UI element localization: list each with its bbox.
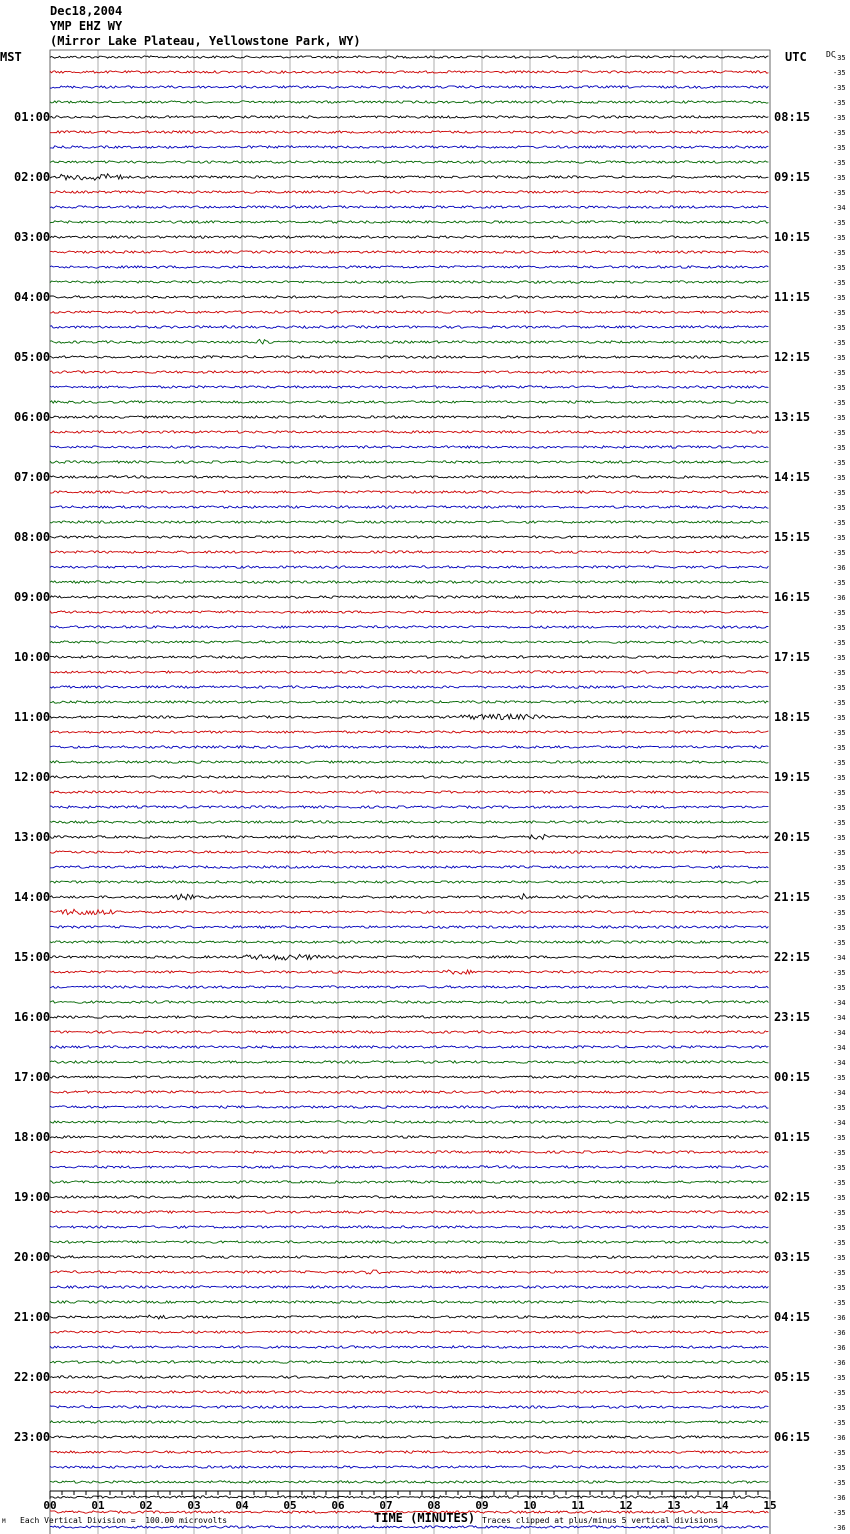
dc-offset-value: -35	[833, 399, 846, 407]
trace-row-19	[50, 339, 768, 344]
utc-hour-label: 06:15	[774, 1430, 811, 1444]
trace-row-2	[50, 86, 768, 88]
trace-row-67	[50, 1061, 768, 1063]
dc-offset-value: -34	[833, 1059, 846, 1067]
corner-mark: M	[2, 1518, 6, 1525]
mst-hour-label: 02:00	[14, 170, 51, 184]
dc-offset-value: -35	[833, 744, 846, 752]
trace-row-78	[50, 1226, 768, 1228]
dc-offset-value: -34	[833, 1014, 846, 1022]
dc-offset-value: -35	[833, 1074, 846, 1082]
dc-offset-value: -35	[833, 1389, 846, 1397]
dc-offset-value: -36	[833, 1524, 846, 1532]
dc-offset-value: -34	[833, 1044, 846, 1052]
dc-offset-value: -35	[833, 969, 846, 977]
x-tick-label: 12	[619, 1499, 633, 1512]
trace-row-45	[50, 731, 768, 733]
dc-offset-value: -35	[833, 339, 846, 347]
mst-hour-label: 13:00	[14, 830, 51, 844]
dc-offset-value: -35	[833, 1134, 846, 1142]
trace-row-3	[50, 101, 768, 103]
dc-offset-value: -35	[833, 354, 846, 362]
trace-row-17	[50, 311, 768, 313]
right-timezone-label: UTC	[785, 50, 807, 64]
trace-row-12	[50, 236, 768, 238]
dc-offset-value: -35	[833, 804, 846, 812]
scale-note: Each Vertical Division = 100.00 microvolts	[20, 1516, 228, 1525]
dc-offset-value: -34	[833, 204, 846, 212]
x-tick-label: 15	[763, 1499, 777, 1512]
x-tick-label: 14	[715, 1499, 729, 1512]
trace-row-46	[50, 746, 768, 748]
trace-row-81	[50, 1270, 768, 1274]
utc-hour-label: 17:15	[774, 650, 811, 664]
trace-row-28	[50, 476, 768, 478]
dc-offset-value: -36	[833, 1314, 846, 1322]
trace-row-68	[50, 1076, 768, 1078]
trace-row-24	[50, 416, 768, 418]
dc-offset-value: -35	[833, 489, 846, 497]
mst-hour-label: 23:00	[14, 1430, 51, 1444]
dc-offset-value: -35	[833, 459, 846, 467]
trace-row-83	[50, 1301, 768, 1303]
trace-row-80	[50, 1256, 768, 1258]
dc-offset-value: -35	[833, 939, 846, 947]
trace-row-55	[50, 881, 768, 883]
mst-hour-label: 15:00	[14, 950, 51, 964]
x-tick-label: 06	[331, 1499, 345, 1512]
dc-offset-value: -34	[833, 999, 846, 1007]
trace-row-6	[50, 146, 768, 148]
dc-offset-value: -35	[833, 114, 846, 122]
dc-offset-value: -34	[833, 1029, 846, 1037]
x-tick-label: 09	[475, 1499, 489, 1512]
dc-offset-value: -35	[833, 609, 846, 617]
dc-offset-header: DC	[826, 50, 836, 59]
dc-offset-value: -35	[833, 99, 846, 107]
trace-row-29	[50, 491, 768, 493]
dc-offset-value: -35	[833, 279, 846, 287]
trace-row-36	[50, 596, 768, 598]
utc-hour-label: 18:15	[774, 710, 811, 724]
dc-offset-value: -35	[833, 654, 846, 662]
utc-hour-label: 16:15	[774, 590, 811, 604]
dc-offset-value: -35	[833, 504, 846, 512]
utc-hour-label: 19:15	[774, 770, 811, 784]
mst-hour-label: 09:00	[14, 590, 51, 604]
trace-row-13	[50, 251, 768, 253]
x-tick-label: 04	[235, 1499, 249, 1512]
dc-offset-value: -35	[833, 69, 846, 77]
mst-hour-label: 12:00	[14, 770, 51, 784]
dc-offset-value: -35	[833, 1449, 846, 1457]
trace-row-91	[50, 1421, 768, 1423]
mst-hour-label: 07:00	[14, 470, 51, 484]
dc-offset-value: -34	[833, 1119, 846, 1127]
plot-date: Dec18,2004	[50, 4, 123, 18]
utc-hour-label: 13:15	[774, 410, 811, 424]
utc-hour-label: 10:15	[774, 230, 811, 244]
dc-offset-value: -35	[833, 129, 846, 137]
x-tick-label: 01	[91, 1499, 105, 1512]
dc-offset-value: -35	[833, 1179, 846, 1187]
trace-row-82	[50, 1286, 768, 1288]
dc-offset-value: -35	[833, 639, 846, 647]
utc-hour-label: 02:15	[774, 1190, 811, 1204]
mst-hour-label: 08:00	[14, 530, 51, 544]
trace-row-16	[50, 296, 768, 298]
trace-row-73	[50, 1151, 768, 1153]
dc-offset-value: -35	[833, 189, 846, 197]
mst-hour-label: 03:00	[14, 230, 51, 244]
utc-hour-label: 22:15	[774, 950, 811, 964]
dc-offset-value: -35	[833, 1464, 846, 1472]
x-tick-label: 03	[187, 1499, 201, 1512]
trace-row-44	[50, 714, 768, 720]
x-tick-label: 00	[43, 1499, 57, 1512]
trace-row-9	[50, 191, 768, 193]
trace-row-39	[50, 641, 768, 643]
mst-hour-label: 20:00	[14, 1250, 51, 1264]
trace-row-15	[50, 281, 768, 283]
dc-offset-value: -35	[833, 429, 846, 437]
trace-row-37	[50, 611, 768, 613]
trace-row-23	[50, 401, 768, 403]
trace-row-77	[50, 1211, 768, 1213]
x-axis-title: TIME (MINUTES)	[374, 1511, 476, 1525]
trace-row-86	[50, 1346, 768, 1348]
dc-offset-value: -35	[833, 1284, 846, 1292]
trace-row-56	[50, 894, 768, 900]
trace-row-0	[50, 56, 768, 58]
dc-offset-value: -36	[833, 1494, 846, 1502]
trace-row-21	[50, 371, 768, 373]
trace-row-34	[50, 566, 768, 568]
dc-offset-value: -35	[833, 369, 846, 377]
dc-offset-value: -35	[833, 1404, 846, 1412]
trace-row-95	[50, 1481, 768, 1483]
utc-hour-label: 08:15	[774, 110, 811, 124]
dc-offset-value: -35	[833, 684, 846, 692]
trace-row-30	[50, 506, 768, 508]
dc-offset-value: -35	[833, 219, 846, 227]
dc-offset-value: -35	[833, 984, 846, 992]
dc-offset-value: -35	[833, 1509, 846, 1517]
trace-row-14	[50, 266, 768, 268]
utc-hour-label: 14:15	[774, 470, 811, 484]
dc-offset-value: -35	[833, 894, 846, 902]
dc-offset-value: -35	[833, 1149, 846, 1157]
dc-offset-value: -35	[833, 1269, 846, 1277]
trace-row-89	[50, 1391, 768, 1393]
trace-row-74	[50, 1166, 768, 1168]
mst-hour-label: 10:00	[14, 650, 51, 664]
dc-offset-value: -35	[833, 1104, 846, 1112]
dc-offset-value: -35	[833, 774, 846, 782]
dc-offset-value: -35	[833, 1239, 846, 1247]
mst-hour-label: 04:00	[14, 290, 51, 304]
mst-hour-label: 16:00	[14, 1010, 51, 1024]
dc-offset-value: -35	[833, 534, 846, 542]
trace-row-51	[50, 821, 768, 823]
dc-offset-value: -35	[833, 834, 846, 842]
dc-offset-value: -34	[833, 954, 846, 962]
dc-offset-value: -35	[833, 1254, 846, 1262]
trace-row-64	[50, 1016, 768, 1018]
trace-row-41	[50, 671, 768, 673]
trace-row-69	[50, 1091, 768, 1093]
utc-hour-label: 05:15	[774, 1370, 811, 1384]
trace-row-11	[50, 221, 768, 223]
clip-note: Traces clipped at plus/minus 5 vertical divisions	[482, 1516, 719, 1525]
dc-offset-value: -35	[833, 159, 846, 167]
trace-row-49	[50, 791, 768, 793]
utc-hour-label: 00:15	[774, 1070, 811, 1084]
trace-row-7	[50, 161, 768, 163]
mst-hour-label: 17:00	[14, 1070, 51, 1084]
trace-row-33	[50, 551, 768, 553]
dc-offset-value: -35	[833, 384, 846, 392]
dc-offset-value: -35	[833, 729, 846, 737]
trace-row-71	[50, 1121, 768, 1123]
trace-row-10	[50, 206, 768, 208]
trace-row-57	[50, 909, 768, 914]
dc-offset-value: -35	[833, 864, 846, 872]
dc-offset-value: -35	[833, 714, 846, 722]
trace-row-1	[50, 71, 768, 73]
dc-offset-value: -35	[833, 414, 846, 422]
dc-offset-value: -35	[833, 669, 846, 677]
trace-row-54	[50, 866, 768, 868]
trace-row-4	[50, 116, 768, 118]
x-tick-label: 05	[283, 1499, 297, 1512]
trace-row-32	[50, 536, 768, 538]
trace-row-8	[50, 174, 768, 180]
dc-offset-value: -35	[833, 909, 846, 917]
trace-row-5	[50, 131, 768, 133]
trace-row-42	[50, 686, 768, 688]
trace-row-63	[50, 1001, 768, 1003]
trace-row-40	[50, 656, 768, 658]
trace-row-93	[50, 1451, 768, 1453]
x-tick-label: 13	[667, 1499, 681, 1512]
x-tick-label: 11	[571, 1499, 585, 1512]
time-axis	[43, 1491, 776, 1512]
left-timezone-label: MST	[0, 50, 22, 64]
utc-hour-label: 15:15	[774, 530, 811, 544]
trace-row-98	[50, 1526, 768, 1528]
dc-offset-value: -35	[833, 474, 846, 482]
dc-offset-value: -36	[833, 1434, 846, 1442]
dc-offset-value: -35	[833, 84, 846, 92]
dc-offset-value: -35	[833, 759, 846, 767]
dc-offset-value: -35	[833, 699, 846, 707]
trace-row-47	[50, 761, 768, 763]
dc-offset-value: -35	[833, 849, 846, 857]
trace-row-35	[50, 581, 768, 583]
dc-offset-value: -34	[833, 1089, 846, 1097]
trace-row-61	[50, 970, 768, 974]
utc-hour-label: 09:15	[774, 170, 811, 184]
utc-hour-label: 01:15	[774, 1130, 811, 1144]
dc-offset-value: -35	[833, 519, 846, 527]
dc-offset-labels	[833, 54, 846, 1534]
trace-row-96	[50, 1496, 768, 1498]
dc-offset-value: -36	[833, 564, 846, 572]
dc-offset-value: -35	[833, 444, 846, 452]
seismic-traces	[50, 56, 768, 1534]
mst-hour-label: 18:00	[14, 1130, 51, 1144]
utc-hour-label: 04:15	[774, 1310, 811, 1324]
dc-offset-value: -35	[833, 819, 846, 827]
trace-row-75	[50, 1181, 768, 1183]
mst-hour-label: 14:00	[14, 890, 51, 904]
dc-offset-value: -35	[833, 879, 846, 887]
trace-row-66	[50, 1046, 768, 1048]
trace-row-62	[50, 986, 768, 988]
dc-offset-value: -35	[833, 1209, 846, 1217]
dc-offset-value: -35	[833, 1479, 846, 1487]
trace-row-58	[50, 926, 768, 928]
dc-offset-value: -35	[833, 54, 846, 62]
utc-hour-label: 21:15	[774, 890, 811, 904]
trace-row-76	[50, 1196, 768, 1198]
trace-row-48	[50, 776, 768, 778]
trace-row-53	[50, 851, 768, 853]
trace-row-90	[50, 1406, 768, 1408]
dc-offset-value: -35	[833, 249, 846, 257]
trace-row-79	[50, 1241, 768, 1243]
trace-row-31	[50, 521, 768, 523]
trace-row-52	[50, 834, 768, 839]
station-location: (Mirror Lake Plateau, Yellowstone Park, WY)	[50, 34, 361, 48]
mst-hour-label: 22:00	[14, 1370, 51, 1384]
trace-row-65	[50, 1031, 768, 1033]
utc-hour-label: 23:15	[774, 1010, 811, 1024]
mst-hour-label: 06:00	[14, 410, 51, 424]
utc-hour-label: 12:15	[774, 350, 811, 364]
trace-row-94	[50, 1466, 768, 1468]
mst-hour-label: 05:00	[14, 350, 51, 364]
dc-offset-value: -35	[833, 1299, 846, 1307]
mst-hour-label: 11:00	[14, 710, 51, 724]
trace-row-72	[50, 1136, 768, 1138]
dc-offset-value: -35	[833, 309, 846, 317]
dc-offset-value: -35	[833, 174, 846, 182]
mst-hour-label: 19:00	[14, 1190, 51, 1204]
dc-offset-value: -36	[833, 594, 846, 602]
dc-offset-value: -35	[833, 1419, 846, 1427]
dc-offset-value: -35	[833, 1224, 846, 1232]
dc-offset-value: -35	[833, 549, 846, 557]
trace-row-22	[50, 386, 768, 388]
dc-offset-value: -35	[833, 144, 846, 152]
trace-row-20	[50, 356, 768, 358]
dc-offset-value: -35	[833, 324, 846, 332]
trace-row-26	[50, 446, 768, 448]
utc-hour-label: 20:15	[774, 830, 811, 844]
x-tick-label: 08	[427, 1499, 441, 1512]
dc-offset-value: -36	[833, 1359, 846, 1367]
dc-offset-value: -35	[833, 579, 846, 587]
x-tick-label: 10	[523, 1499, 537, 1512]
mst-hour-label: 01:00	[14, 110, 51, 124]
trace-row-87	[50, 1361, 768, 1363]
trace-row-59	[50, 941, 768, 943]
trace-row-92	[50, 1436, 768, 1438]
dc-offset-value: -35	[833, 234, 846, 242]
trace-row-18	[50, 326, 768, 328]
dc-offset-value: -35	[833, 1374, 846, 1382]
dc-offset-value: -36	[833, 1344, 846, 1352]
dc-offset-value: -35	[833, 924, 846, 932]
trace-row-25	[50, 431, 768, 433]
trace-row-27	[50, 461, 768, 463]
dc-offset-value: -35	[833, 264, 846, 272]
dc-offset-value: -35	[833, 294, 846, 302]
trace-row-50	[50, 806, 768, 808]
trace-row-38	[50, 626, 768, 628]
x-tick-label: 02	[139, 1499, 153, 1512]
utc-hour-label: 11:15	[774, 290, 811, 304]
x-tick-label: 07	[379, 1499, 393, 1512]
dc-offset-value: -35	[833, 624, 846, 632]
trace-row-70	[50, 1106, 768, 1108]
utc-hour-label: 03:15	[774, 1250, 811, 1264]
dc-offset-value: -36	[833, 1329, 846, 1337]
dc-offset-value: -35	[833, 1164, 846, 1172]
mst-hour-label: 21:00	[14, 1310, 51, 1324]
trace-row-84	[50, 1315, 768, 1319]
trace-row-85	[50, 1331, 768, 1333]
trace-row-60	[50, 954, 768, 960]
trace-row-43	[50, 701, 768, 703]
dc-offset-value: -35	[833, 1194, 846, 1202]
station-code: YMP EHZ WY	[50, 19, 123, 33]
trace-row-88	[50, 1376, 768, 1378]
dc-offset-value: -35	[833, 789, 846, 797]
